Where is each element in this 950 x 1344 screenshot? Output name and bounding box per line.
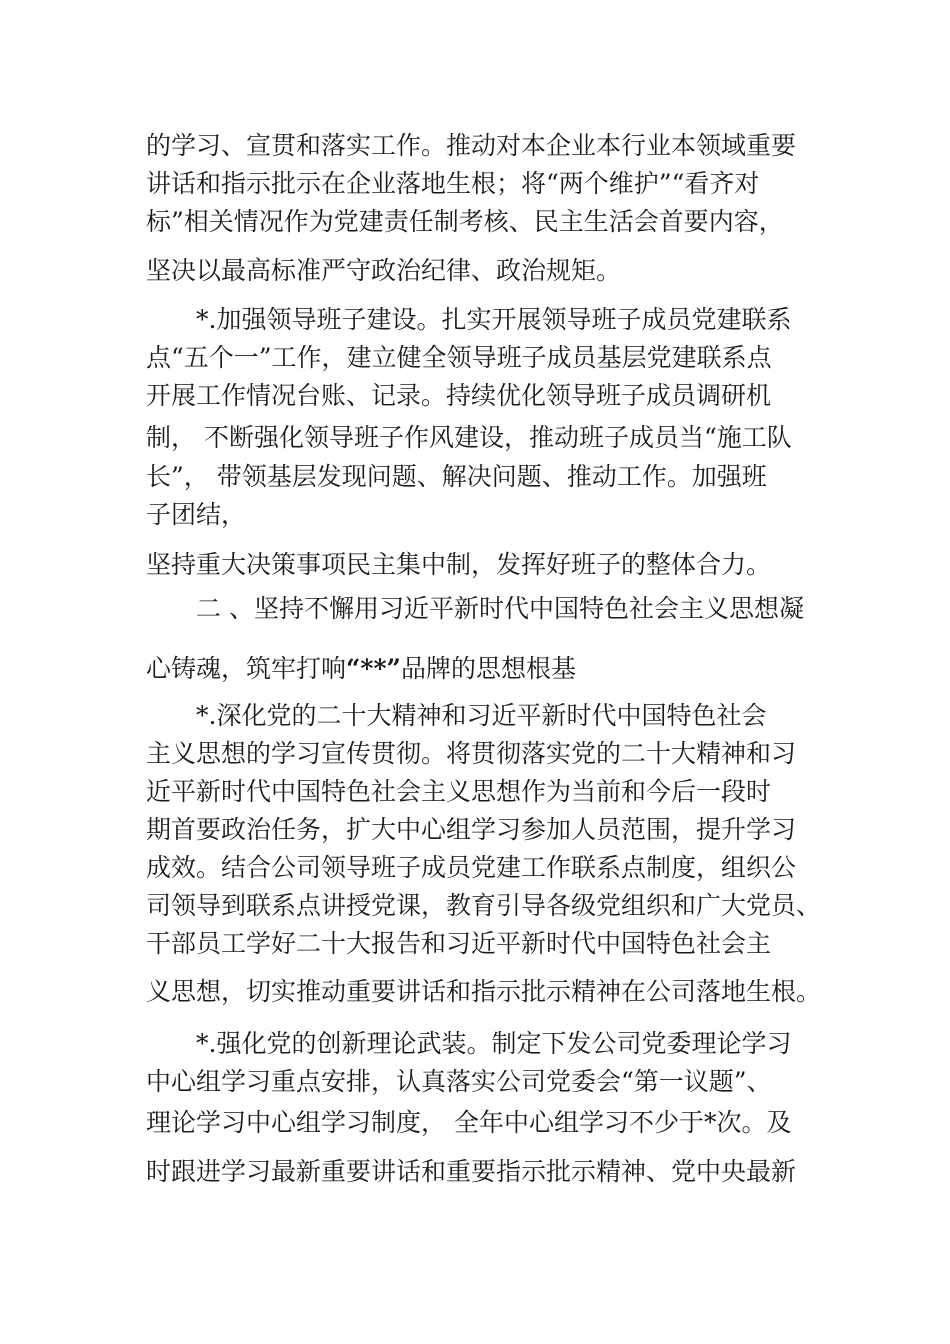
paragraph-start: *.深化党的二十大精神和习近平新时代中国特色社会 xyxy=(196,701,767,730)
text-line: 点“五个一”工作，建立健全领导班子成员基层党建联系点 xyxy=(146,343,772,372)
heading-tail-text: 品牌的思想根基 xyxy=(400,654,576,683)
text-line: 主义思想的学习宣传贯彻。将贯彻落实党的二十大精神和习 xyxy=(146,739,797,768)
text-line: 期首要政治任务，扩大中心组学习参加人员范围，提升学习 xyxy=(146,815,797,844)
paragraph-start: *.强化党的创新理论武装。制定下发公司党委理论学习 xyxy=(196,1029,792,1058)
text-line: 成效。结合公司领导班子成员党建工作联系点制度，组织公 xyxy=(146,853,797,882)
text-line: 长”， 带领基层发现问题、解决问题、推动工作。加强班 xyxy=(146,462,767,491)
text-line: 司领导到联系点讲授党课，教育引导各级党组织和广大党员、 xyxy=(146,891,822,920)
text-line: 理论学习中心组学习制度， 全年中心组学习不少于*次。及 xyxy=(146,1108,792,1137)
text-line: 讲话和指示批示在企业落地生根；将“两个维护”“看齐对 xyxy=(146,169,760,198)
section-heading: 二 、坚持不懈用习近平新时代中国特色社会主义思想凝 xyxy=(196,594,804,623)
text-line: 制， 不断强化领导班子作风建设，推动班子成员当“施工队 xyxy=(146,423,792,452)
text-line: 坚持重大决策事项民主集中制，发挥好班子的整体合力。 xyxy=(146,550,772,579)
text-line: 的学习、宣贯和落实工作。推动对本企业本行业本领域重要 xyxy=(146,131,797,160)
paragraph-start: *.加强领导班子建设。扎实开展领导班子成员党建联系 xyxy=(196,305,792,334)
text-line: 时跟进学习最新重要讲话和重要指示批示精神、党中央最新 xyxy=(146,1157,797,1186)
text-line: 标”相关情况作为党建责任制考核、民主生活会首要内容， xyxy=(146,207,784,236)
text-line: 中心组学习重点安排，认真落实公司党委会“第一议题”、 xyxy=(146,1067,772,1096)
text-line: 开展工作情况台账、记录。持续优化领导班子成员调研机 xyxy=(146,381,772,410)
text-line: 干部员工学好二十大报告和习近平新时代中国特色社会主 xyxy=(146,929,772,958)
text-line: 近平新时代中国特色社会主义思想作为当前和今后一段时 xyxy=(146,777,772,806)
heading-bold-text: “**” xyxy=(346,654,401,683)
text-line: 子团结， xyxy=(146,500,247,529)
text-line: 坚决以最高标准严守政治纪律、政治规矩。 xyxy=(146,256,622,285)
text-line: 义思想，切实推动重要讲话和指示批示精神在公司落地生根。 xyxy=(146,977,822,1006)
heading-text: 心铸魂，筑牢打响 xyxy=(146,654,347,683)
section-heading-continued xyxy=(146,654,576,684)
